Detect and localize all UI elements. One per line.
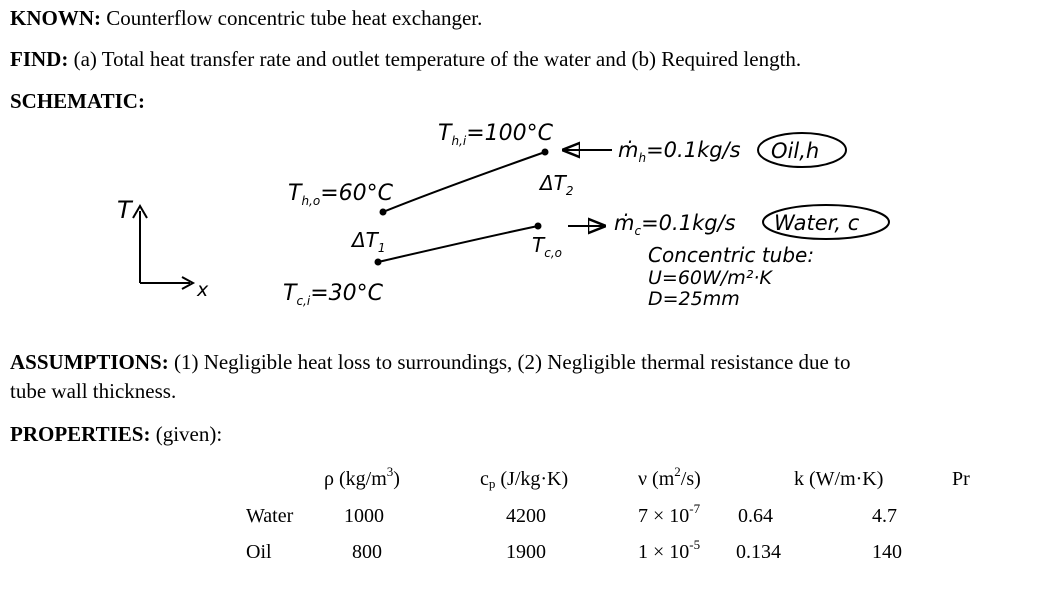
header-rho: ρ $(kg/m^3)$ xyxy=(324,464,400,490)
axes xyxy=(117,196,209,301)
properties-text: (given): xyxy=(155,422,223,446)
assumptions-label: ASSUMPTIONS: xyxy=(10,350,169,374)
row-oil-nu: $1 \times 10^{-5}$ xyxy=(638,537,701,563)
row-water-nu: $7 \times 10^{-7}$ xyxy=(638,501,701,527)
oil-flow-rate: ṁ$_h$=0.1kg/s xyxy=(618,138,741,165)
known-text: Counterflow concentric tube heat exchanger. xyxy=(106,6,483,30)
properties-label: PROPERTIES: xyxy=(10,422,151,446)
assumptions-text-2: tube wall thickness. xyxy=(10,379,177,403)
water-tag: Water, c xyxy=(774,211,860,235)
schematic-label: SCHEMATIC: xyxy=(10,89,145,113)
header-pr: Pr xyxy=(952,468,970,490)
th-out-point xyxy=(380,209,387,216)
row-water-cp: 4200 xyxy=(506,505,546,527)
th-in-label: $T_{h,i}=100^\circ C$ xyxy=(438,121,554,148)
row-oil-cp: 1900 xyxy=(506,541,546,563)
tc-out-point xyxy=(535,223,542,230)
header-nu: ν $(m^2/s)$ xyxy=(638,464,701,490)
row-oil-pr: 140 xyxy=(872,541,902,563)
row-water-name: Water xyxy=(246,505,294,527)
tube-line-1: Concentric tube: xyxy=(648,243,815,267)
row-oil-k: 0.134 xyxy=(736,541,781,563)
properties-line xyxy=(10,422,222,447)
delta-t1-label: $\Delta T_1$ xyxy=(352,228,386,255)
tc-in-label: $T_{c,i}=30^\circ C$ xyxy=(283,281,383,308)
find-label: FIND: xyxy=(10,47,69,71)
th-out-label: $T_{h,o}=60^\circ C$ xyxy=(288,181,394,208)
tc-in-point xyxy=(375,259,382,266)
known-label: KNOWN: xyxy=(10,6,101,30)
assumptions-line xyxy=(10,350,850,375)
assumptions-text: (1) Negligible heat loss to surroundings, (2) Negligible thermal resistance due to xyxy=(173,350,851,374)
oil-tag: Oil,h xyxy=(771,139,820,163)
tube-line-2: U=60W/m²·K xyxy=(648,267,772,289)
header-k: k (W/m·K) xyxy=(794,468,884,490)
x-axis-label: x xyxy=(197,279,209,301)
row-oil-rho: 800 xyxy=(352,541,382,563)
find-text: (a) Total heat transfer rate and outlet temperature of the water and (b) Required length. xyxy=(73,47,802,71)
header-cp: $c_p$ (J/kg·K) xyxy=(480,468,569,491)
row-water-pr: 4.7 xyxy=(872,505,897,527)
row-water-k: 0.64 xyxy=(738,505,773,527)
row-oil-name: Oil xyxy=(246,541,272,563)
cold-fluid-curve xyxy=(378,226,538,262)
th-in-point xyxy=(542,149,549,156)
row-water-rho: 1000 xyxy=(344,505,384,527)
assumptions-line-2 xyxy=(10,379,176,404)
delta-t2-label: $\Delta T_2$ xyxy=(540,171,574,198)
water-flow-rate: ṁ$_c$=0.1kg/s xyxy=(614,211,736,238)
tc-out-label: $T_{c,o}$ xyxy=(532,233,562,260)
t-axis-label: T xyxy=(117,196,132,224)
hot-fluid-curve xyxy=(383,152,545,212)
tube-line-3: D=25mm xyxy=(648,288,740,310)
